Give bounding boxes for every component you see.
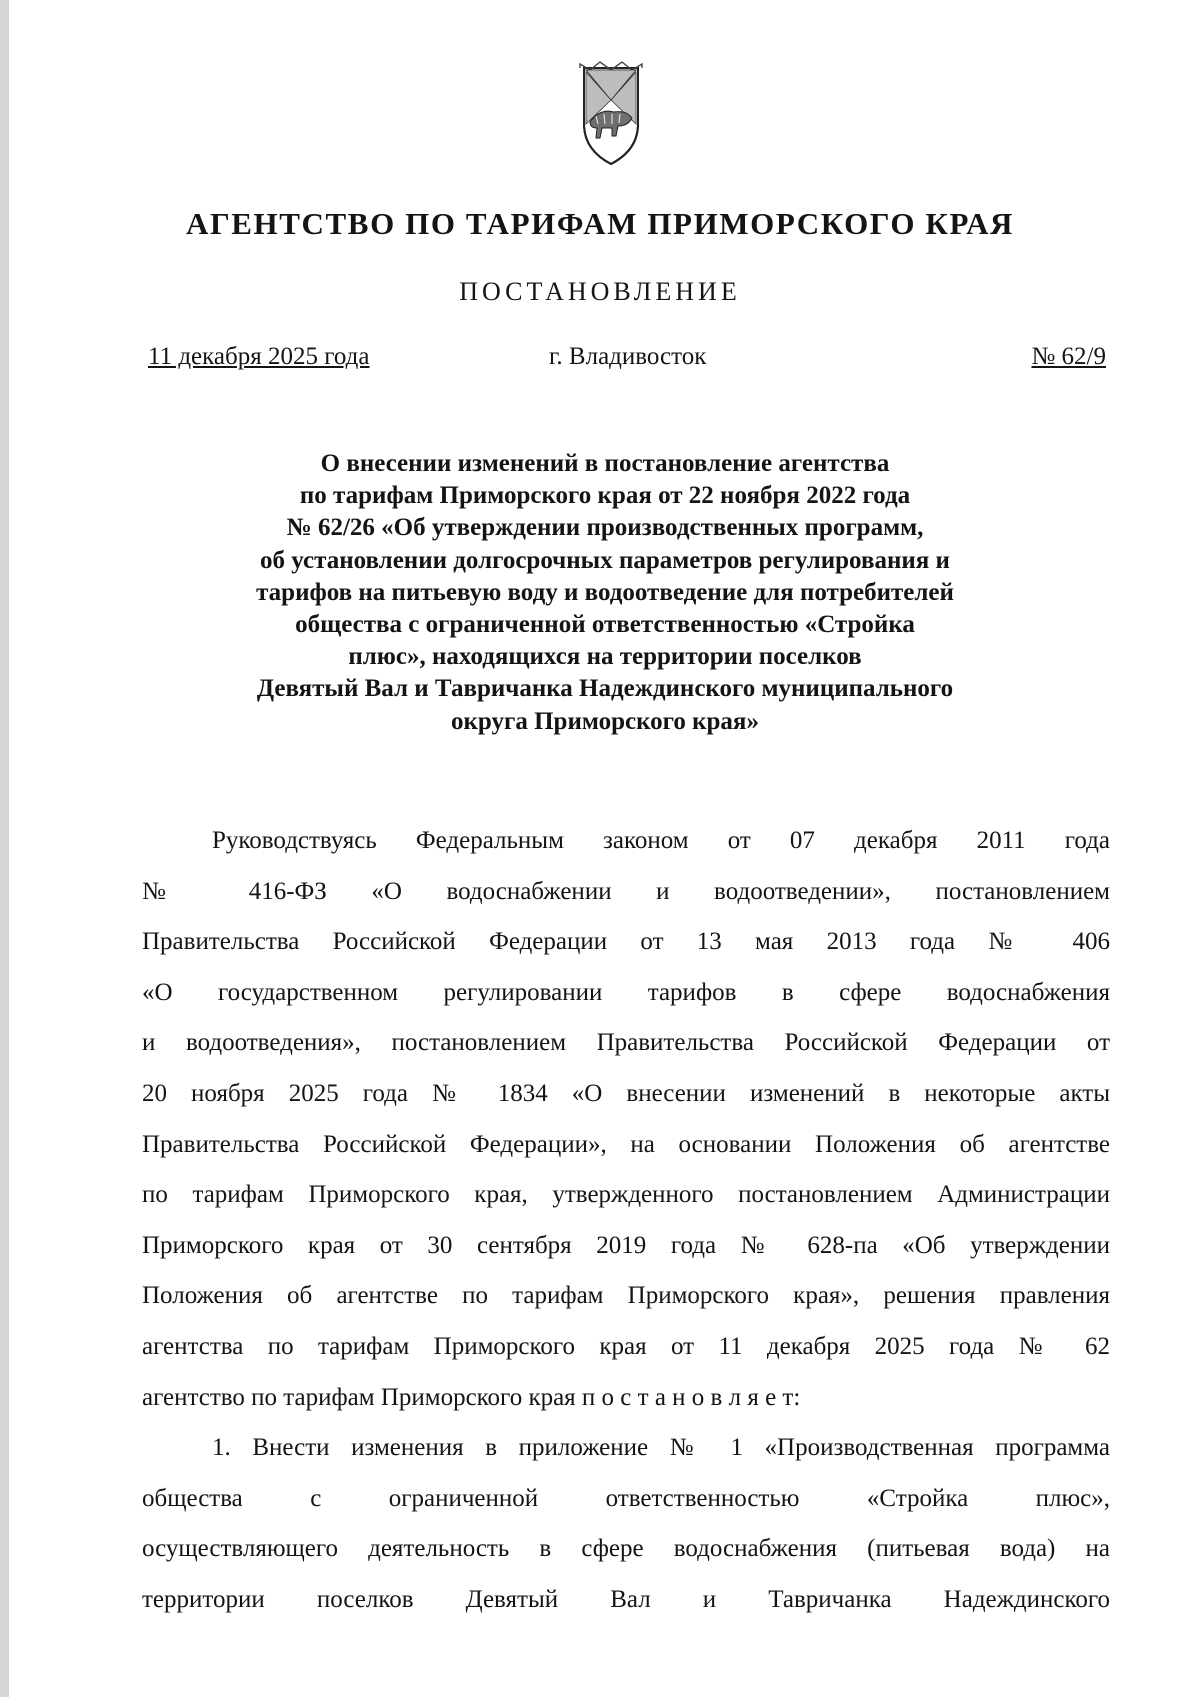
body-line: территории поселков Девятый Вал и Тавричанка Надеждинского — [142, 1585, 1110, 1613]
body-line: осуществляющего деятельность в сфере водоснабжения (питьевая вода) на — [142, 1535, 1110, 1563]
body-line: «О государственном регулировании тарифов в сфере водоснабжения — [142, 978, 1110, 1006]
body-line: агентства по тарифам Приморского края от 11 декабря 2025 года № 62 — [142, 1332, 1110, 1360]
body-line: Правительства Российской Федерации», на основании Положения об агентстве — [142, 1130, 1110, 1158]
title-line: округа Приморского края» — [451, 707, 759, 735]
title-line: О внесении изменений в постановление агентства — [320, 450, 890, 477]
agency-name: АГЕНТСТВО ПО ТАРИФАМ ПРИМОРСКОГО КРАЯ — [185, 206, 1015, 241]
document-title — [150, 448, 1060, 738]
body-line: по тарифам Приморского края, утвержденного постановлением Администрации — [142, 1181, 1110, 1209]
body-line: № 416-ФЗ «О водоснабжении и водоотведении», постановлением — [142, 877, 1110, 905]
body-line: агентство по тарифам Приморского края п о с т а н о в л я е т: — [142, 1383, 801, 1411]
body-line: Руководствуясь Федеральным законом от 07 декабря 2011 года — [212, 827, 1110, 854]
document-date: 11 декабря 2025 года — [148, 343, 370, 370]
title-line: по тарифам Приморского края от 22 ноября 2022 года — [299, 482, 911, 510]
title-line: тарифов на питьевую воду и водоотведение для потребителей — [256, 578, 954, 606]
document-type: ПОСТАНОВЛЕНИЕ — [459, 277, 741, 306]
title-line: общества с ограниченной ответственностью «Стройка — [295, 611, 915, 639]
body-line: общества с ограниченной ответственностью «Стройка плюс», — [142, 1484, 1110, 1512]
body-line: 1. Внести изменения в приложение № 1 «Производственная программа — [212, 1434, 1110, 1462]
scan-edge-shadow — [0, 0, 9, 1697]
body-line: и водоотведения», постановлением Правительства Российской Федерации от — [142, 1029, 1110, 1057]
title-line: плюс», находящихся на территории поселков — [348, 643, 862, 671]
document-body — [142, 816, 1110, 1626]
coat-of-arms-emblem — [570, 60, 652, 172]
title-line: № 62/26 «Об утверждении производственных программ, — [286, 514, 924, 542]
body-line: Положения об агентстве по тарифам Приморского края», решения правления — [142, 1282, 1110, 1310]
document-city: г. Владивосток — [549, 343, 707, 370]
title-line: об установлении долгосрочных параметров регулирования и — [260, 546, 950, 574]
body-line: 20 ноября 2025 года № 1834 «О внесении изменений в некоторые акты — [142, 1079, 1110, 1107]
document-number: № 62/9 — [1031, 343, 1106, 370]
body-line: Правительства Российской Федерации от 13 мая 2013 года № 406 — [142, 928, 1110, 956]
title-line: Девятый Вал и Тавричанка Надеждинского муниципального — [256, 675, 954, 703]
body-line: Приморского края от 30 сентября 2019 года № 628-па «Об утверждении — [142, 1231, 1110, 1259]
